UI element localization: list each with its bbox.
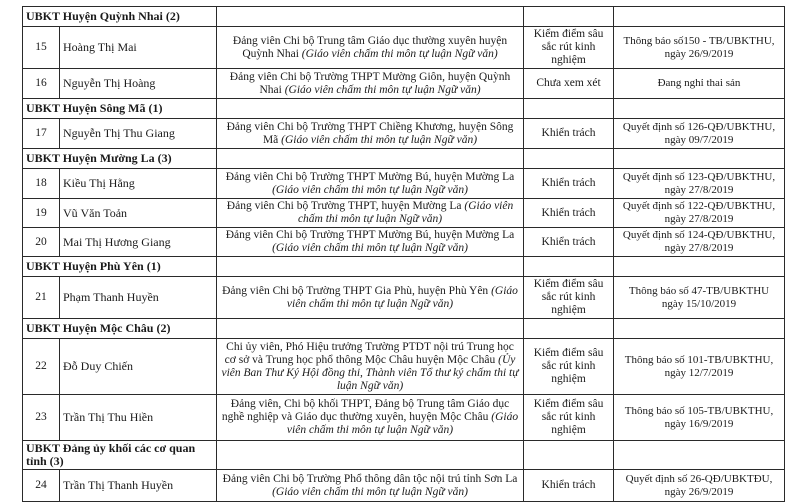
table-row [23, 228, 785, 257]
empty-cell [524, 319, 614, 339]
position-description [217, 277, 524, 319]
position-description [217, 470, 524, 502]
empty-cell [524, 441, 614, 470]
position-text: Đảng viên Chi bộ Trường THPT Mường Bú, huyện Mường La [225, 229, 515, 241]
discipline-result: Khiển trách [524, 169, 614, 199]
person-name: Vũ Văn Toản [60, 199, 217, 228]
table-row [23, 199, 785, 228]
group-title: UBKT Huyện Mường La (3) [23, 149, 217, 169]
person-name: Trần Thị Thanh Huyền [60, 470, 217, 502]
discipline-result: Khiển trách [524, 119, 614, 149]
person-name: Nguyễn Thị Hoàng [60, 69, 217, 99]
empty-cell [524, 257, 614, 277]
discipline-result: Khiển trách [524, 470, 614, 502]
position-text: Đảng viên, Chi bộ khối THPT, Đảng bộ Trung tâm Giáo dục nghề nghiệp và Giáo dục thường xuyên, huyện Mộc Châu [221, 398, 510, 423]
empty-cell [614, 257, 785, 277]
empty-cell [524, 149, 614, 169]
role-note: (Ủy viên Ban Thư Ký Hội đồng thi, Thành viên Tổ thư ký chấm thi tự luận Ngữ văn) [221, 353, 519, 392]
role-note: (Giáo viên chấm thi môn tự luận Ngữ văn) [301, 47, 498, 60]
position-text: Đảng viên Chi bộ Trường THPT Mường Giôn, huyện Quỳnh Nhai [229, 70, 511, 96]
position-description [217, 395, 524, 441]
empty-cell [524, 99, 614, 119]
discipline-result: Kiểm điểm sâu sắc rút kinh nghiệm [524, 339, 614, 395]
empty-cell [217, 7, 524, 27]
group-title: UBKT Huyện Mộc Châu (2) [23, 319, 217, 339]
position-description [217, 69, 524, 99]
decision-reference: Quyết định số 122-QĐ/UBKTHU, ngày 27/8/2019 [614, 199, 785, 228]
empty-cell [524, 7, 614, 27]
table-body [23, 7, 785, 502]
position-text: Đảng viên Chi bộ Trường THPT, huyện Mường La [226, 200, 462, 212]
decision-reference: Quyết định số 26-QĐ/UBKTĐU, ngày 26/9/2019 [614, 470, 785, 502]
person-name: Nguyễn Thị Thu Giang [60, 119, 217, 149]
empty-cell [217, 257, 524, 277]
person-name: Kiều Thị Hằng [60, 169, 217, 199]
role-note: (Giáo viên chấm thi môn tự luận Ngữ văn) [272, 183, 468, 196]
empty-cell [614, 149, 785, 169]
decision-reference: Quyết định số 123-QĐ/UBKTHU, ngày 27/8/2019 [614, 169, 785, 199]
person-name: Hoàng Thị Mai [60, 27, 217, 69]
decision-reference: Thông báo số150 - TB/UBKTHU, ngày 26/9/2019 [614, 27, 785, 69]
table-row [23, 395, 785, 441]
position-description [217, 199, 524, 228]
person-name: Mai Thị Hương Giang [60, 228, 217, 257]
decision-reference: Quyết định số 124-QĐ/UBKTHU, ngày 27/8/2019 [614, 228, 785, 257]
discipline-result: Kiểm điểm sâu sắc rút kinh nghiệm [524, 395, 614, 441]
empty-cell [614, 319, 785, 339]
group-header-row [23, 441, 785, 470]
position-text: Đảng viên Chi bộ Trường Phổ thông dân tộc nội trú tỉnh Sơn La [222, 472, 518, 485]
position-text: Chi ủy viên, Phó Hiệu trưởng Trường PTDT nội trú Trung học cơ sở và Trung học phổ thông Mộc Châu huyện Mộc Châu [224, 340, 514, 366]
position-text: Đảng viên Chi bộ Trường THPT Mường Bú, huyện Mường La [225, 170, 515, 183]
group-title: UBKT Đảng ủy khối các cơ quan tỉnh (3) [23, 441, 217, 470]
table-row [23, 69, 785, 99]
group-header-row [23, 7, 785, 27]
group-header-row [23, 319, 785, 339]
decision-reference: Đang nghỉ thai sản [614, 69, 785, 99]
table-row [23, 339, 785, 395]
row-number: 24 [23, 470, 60, 502]
group-header-row [23, 149, 785, 169]
empty-cell [614, 99, 785, 119]
row-number: 20 [23, 228, 60, 257]
row-number: 17 [23, 119, 60, 149]
person-name: Đỗ Duy Chiến [60, 339, 217, 395]
row-number: 23 [23, 395, 60, 441]
role-note: (Giáo viên chấm thi môn tự luận Ngữ văn) [286, 284, 518, 310]
empty-cell [614, 7, 785, 27]
table-row [23, 169, 785, 199]
person-name: Phạm Thanh Huyền [60, 277, 217, 319]
empty-cell [217, 319, 524, 339]
row-number: 15 [23, 27, 60, 69]
empty-cell [217, 441, 524, 470]
group-header-row [23, 257, 785, 277]
role-note: (Giáo viên chấm thi môn tự luận Ngữ văn) [284, 83, 481, 96]
role-note: (Giáo viên chấm thi môn tự luận Ngữ văn) [272, 485, 468, 498]
table-row [23, 277, 785, 319]
discipline-result: Chưa xem xét [524, 69, 614, 99]
position-description [217, 27, 524, 69]
empty-cell [217, 99, 524, 119]
group-header-row [23, 99, 785, 119]
person-name: Trần Thị Thu Hiền [60, 395, 217, 441]
group-title: UBKT Huyện Quỳnh Nhai (2) [23, 7, 217, 27]
role-note: (Giáo viên chấm thi môn tự luận Ngữ văn) [297, 200, 514, 225]
row-number: 19 [23, 199, 60, 228]
group-title: UBKT Huyện Sông Mã (1) [23, 99, 217, 119]
decision-reference: Thông báo số 47-TB/UBKTHU ngày 15/10/2019 [614, 277, 785, 319]
group-title: UBKT Huyện Phù Yên (1) [23, 257, 217, 277]
role-note: (Giáo viên chấm thi môn tự luận Ngữ văn) [272, 242, 468, 254]
position-text: Đảng viên Chi bộ Trường THPT Gia Phù, huyện Phù Yên [222, 284, 489, 297]
row-number: 21 [23, 277, 60, 319]
position-description [217, 119, 524, 149]
row-number: 16 [23, 69, 60, 99]
position-text: Đảng viên Chi bộ Trung tâm Giáo dục thường xuyên huyện Quỳnh Nhai [232, 34, 508, 60]
empty-cell [217, 149, 524, 169]
row-number: 22 [23, 339, 60, 395]
position-text: Đảng viên Chi bộ Trường THPT Chiềng Khương, huyện Sông Mã [226, 120, 514, 146]
table-row [23, 27, 785, 69]
discipline-result: Kiểm điểm sâu sắc rút kinh nghiệm [524, 27, 614, 69]
table-row [23, 119, 785, 149]
discipline-result: Khiển trách [524, 228, 614, 257]
empty-cell [614, 441, 785, 470]
position-description [217, 228, 524, 257]
position-description [217, 339, 524, 395]
discipline-result: Khiển trách [524, 199, 614, 228]
discipline-result: Kiểm điểm sâu sắc rút kinh nghiệm [524, 277, 614, 319]
decision-reference: Thông báo số 101-TB/UBKTHU, ngày 12/7/2019 [614, 339, 785, 395]
position-description [217, 169, 524, 199]
discipline-table [22, 6, 785, 502]
row-number: 18 [23, 169, 60, 199]
table-row [23, 470, 785, 502]
role-note: (Giáo viên chấm thi môn tự luận Ngữ văn) [281, 133, 478, 146]
decision-reference: Quyết định số 126-QĐ/UBKTHU, ngày 09/7/2019 [614, 119, 785, 149]
role-note: (Giáo viên chấm thi môn tự luận Ngữ văn) [286, 411, 519, 436]
decision-reference: Thông báo số 105-TB/UBKTHU, ngày 16/9/2019 [614, 395, 785, 441]
